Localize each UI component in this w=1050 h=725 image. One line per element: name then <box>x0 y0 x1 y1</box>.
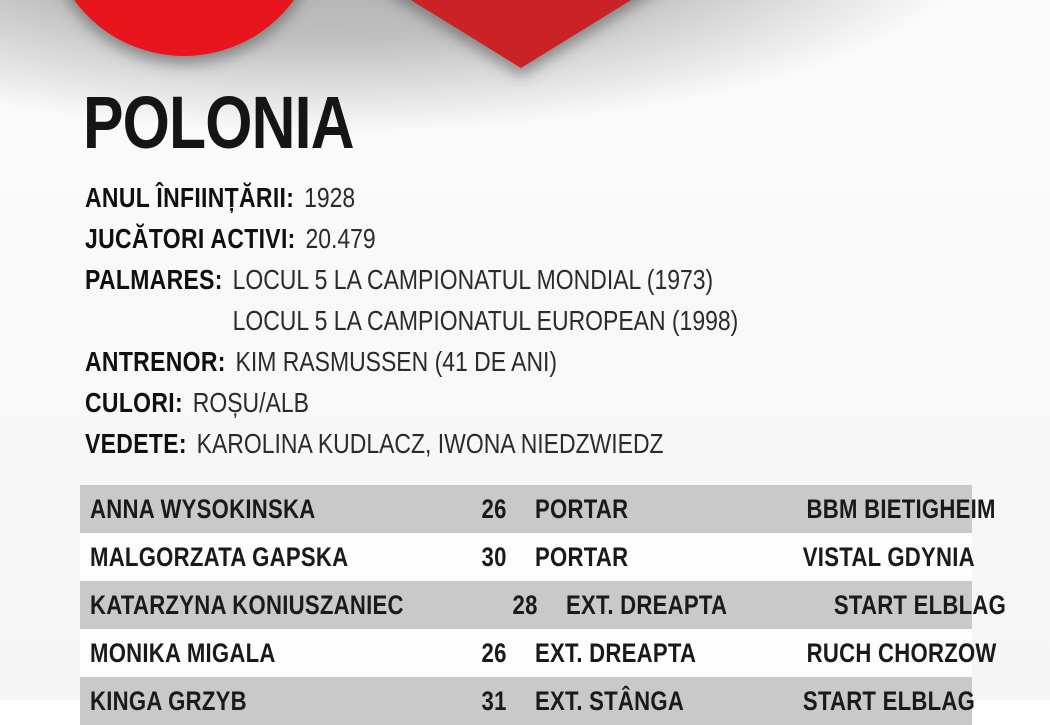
player-age: 26 <box>481 637 507 668</box>
info-value: 1928 <box>304 182 356 213</box>
player-club: BBM BIETIGHEIM <box>806 493 996 524</box>
player-name: ANNA WYSOKINSKA <box>90 493 316 524</box>
palmares-line-1: LOCUL 5 LA CAMPIONATUL MONDIAL (1973) <box>232 264 714 295</box>
table-row <box>80 629 997 677</box>
table-row <box>80 581 1006 629</box>
player-name: KATARZYNA KONIUSZANIEC <box>90 589 404 620</box>
table-row <box>80 485 996 533</box>
player-position: EXT. STÂNGA <box>535 685 685 716</box>
info-row-palmares <box>85 259 738 341</box>
info-value: KAROLINA KUDLACZ, IWONA NIEDZWIEDZ <box>196 428 664 459</box>
page-title-text: POLONIA <box>83 81 354 164</box>
page-title <box>83 81 413 164</box>
player-position: EXT. DREAPTA <box>565 589 727 620</box>
player-age: 31 <box>481 685 507 716</box>
info-label: ANUL ÎNFIINȚĂRII: <box>85 182 295 213</box>
info-label: PALMARES: <box>85 264 223 295</box>
info-label: VEDETE: <box>85 428 187 459</box>
info-section <box>85 177 882 464</box>
player-club: START ELBLAG <box>833 589 1006 620</box>
red-circle-shape <box>48 0 320 56</box>
info-row-coach <box>85 341 738 382</box>
info-value: KIM RASMUSSEN (41 DE ANI) <box>235 346 558 377</box>
info-label: JUCĂTORI ACTIVI: <box>85 223 296 254</box>
player-name: KINGA GRZYB <box>90 685 247 716</box>
player-name: MALGORZATA GAPSKA <box>90 541 349 572</box>
info-row-founded <box>85 177 738 218</box>
player-position: PORTAR <box>535 493 629 524</box>
roster-table <box>80 485 1006 725</box>
player-age: 28 <box>512 589 538 620</box>
table-row <box>80 533 975 581</box>
info-row-colors <box>85 382 738 423</box>
info-label: CULORI: <box>85 387 183 418</box>
info-value <box>233 259 739 341</box>
red-heart-bottom-shape <box>346 0 696 68</box>
player-club: START ELBLAG <box>802 685 976 716</box>
palmares-line-2: LOCUL 5 LA CAMPIONATUL EUROPEAN (1998) <box>232 305 739 336</box>
player-age: 26 <box>481 493 507 524</box>
info-value: 20.479 <box>305 223 376 254</box>
info-row-stars <box>85 423 738 464</box>
table-row <box>80 677 976 725</box>
info-value: ROȘU/ALB <box>192 387 309 418</box>
info-label: ANTRENOR: <box>85 346 226 377</box>
player-club: VISTAL GDYNIA <box>802 541 975 572</box>
player-position: PORTAR <box>535 541 629 572</box>
player-club: RUCH CHORZOW <box>806 637 997 668</box>
player-name: MONIKA MIGALA <box>90 637 276 668</box>
player-position: EXT. DREAPTA <box>535 637 697 668</box>
info-row-active-players <box>85 218 738 259</box>
player-age: 30 <box>481 541 507 572</box>
